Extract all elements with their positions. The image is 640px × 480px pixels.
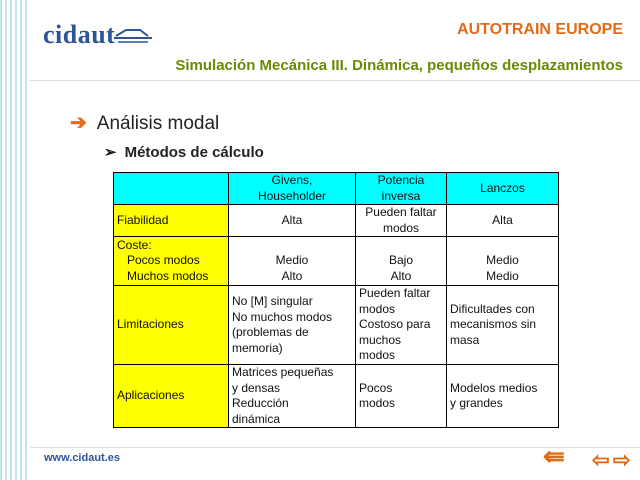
row-label-coste: Coste: Pocos modos Muchos modos — [114, 237, 229, 286]
bullet-level2 — [104, 143, 264, 161]
table-corner-cell — [114, 173, 229, 205]
cell-fiabilidad-givens: Alta — [229, 205, 356, 237]
table-row — [114, 286, 559, 365]
bullet-level1 — [70, 110, 219, 135]
bullet-level1-text: Análisis modal — [96, 113, 220, 134]
table-row — [114, 365, 559, 428]
cell-aplicaciones-lanczos: Modelos medios y grandes — [447, 365, 559, 428]
cell-aplicaciones-potencia: Pocos modos — [356, 365, 447, 428]
brand-title: AUTOTRAIN EUROPE — [457, 21, 623, 38]
arrowhead-right-icon: ➢ — [104, 144, 117, 161]
cell-limitaciones-potencia: Pueden faltar modos Costoso para muchos modos — [356, 286, 447, 365]
car-logo-icon — [114, 24, 152, 46]
cell-coste-givens: Medio Alto — [229, 237, 356, 286]
row-label-fiabilidad: Fiabilidad — [114, 205, 229, 237]
cell-aplicaciones-givens: Matrices pequeñas y densas Reducción dinámica — [229, 365, 356, 428]
table-row — [114, 205, 559, 237]
decorative-side-stripe — [0, 0, 30, 480]
table-row — [114, 237, 559, 286]
nav-next-icon[interactable]: ⇨ — [613, 449, 631, 472]
nav-first-icon[interactable]: ⇚ — [543, 441, 565, 471]
row-label-limitaciones: Limitaciones — [114, 286, 229, 365]
cell-limitaciones-givens: No [M] singular No muchos modos (problemas de memoria) — [229, 286, 356, 365]
cell-coste-lanczos: Medio Medio — [447, 237, 559, 286]
arrow-right-icon: ➔ — [70, 112, 87, 134]
bullet-level2-text: Métodos de cálculo — [124, 144, 264, 161]
methods-comparison-table — [113, 172, 559, 428]
slide-subtitle: Simulación Mecánica III. Dinámica, pequeños desplazamientos — [175, 57, 623, 74]
nav-prev-icon[interactable]: ⇦ — [592, 449, 610, 472]
header-lanczos: Lanczos — [447, 173, 559, 205]
header-potencia: Potencia inversa — [356, 173, 447, 205]
cell-coste-potencia: Bajo Alto — [356, 237, 447, 286]
cell-limitaciones-lanczos: Dificultades con mecanismos sin masa — [447, 286, 559, 365]
header-divider — [30, 80, 640, 81]
footer-url: www.cidaut.es — [44, 452, 121, 464]
cidaut-logo: cidaut — [43, 20, 116, 49]
row-label-aplicaciones: Aplicaciones — [114, 365, 229, 428]
cell-fiabilidad-potencia: Pueden faltar modos — [356, 205, 447, 237]
table-header-row — [114, 173, 559, 205]
cell-fiabilidad-lanczos: Alta — [447, 205, 559, 237]
header-givens: Givens, Householder — [229, 173, 356, 205]
